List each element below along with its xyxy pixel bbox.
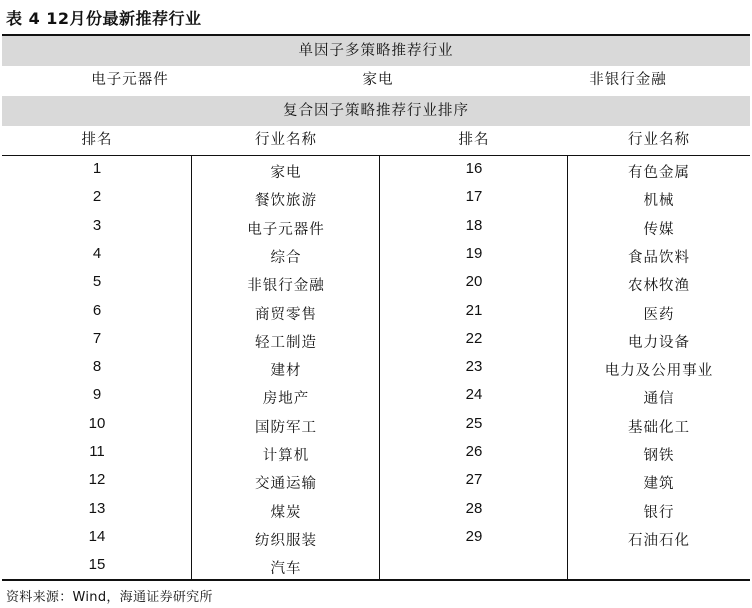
rank-cell: 2: [92, 188, 102, 206]
single-factor-industry: 非银行金融: [589, 72, 667, 88]
rank-cell: 5: [92, 273, 102, 291]
rank-cell: 8: [92, 358, 102, 376]
rank-cell: 13: [88, 499, 106, 517]
rank-cell: 22: [465, 329, 483, 347]
industry-name-cell: 医药: [643, 306, 675, 323]
industry-name-cell: 钢铁: [643, 448, 675, 464]
industry-name-cell: 计算机: [262, 448, 310, 464]
rank-cell: 26: [465, 443, 483, 460]
rank-cell: 21: [465, 301, 483, 319]
industry-name-cell: 轻工制造: [255, 334, 317, 351]
industry-name-cell: 建材: [270, 363, 302, 380]
single-factor-header: 单因子多策略推荐行业: [2, 36, 750, 66]
header-rule: [2, 155, 750, 156]
industry-name-cell: 汽车: [270, 561, 302, 578]
industry-name-cell: 非银行金融: [247, 278, 325, 295]
industry-name-cell: 电力及公用事业: [604, 363, 714, 380]
single-factor-industry: 家电: [362, 72, 394, 88]
rank-cell: 7: [92, 329, 102, 347]
industry-name-cell: 交通运输: [255, 476, 317, 493]
rank-cell: 11: [89, 443, 105, 460]
industry-name-cell: 农林牧渔: [628, 278, 690, 295]
industry-name-cell: 国防军工: [255, 419, 317, 436]
industry-name-cell: 通信: [643, 391, 675, 408]
industry-name-cell: 综合: [270, 249, 302, 266]
rank-cell: 12: [88, 471, 106, 489]
industry-name-cell: 电子元器件: [247, 221, 325, 238]
composite-header: 复合因子策略推荐行业排序: [2, 96, 750, 126]
column-header-industry: 行业名称: [628, 132, 690, 148]
industry-name-cell: 银行: [643, 504, 675, 521]
single-factor-industry: 电子元器件: [91, 72, 169, 88]
rank-cell: 19: [465, 244, 483, 262]
industry-name-cell: 煤炭: [270, 504, 302, 521]
rank-cell: 27: [465, 471, 483, 489]
industry-name-cell: 建筑: [643, 476, 675, 493]
industry-name-cell: 有色金属: [628, 165, 690, 181]
rank-cell: 24: [465, 386, 483, 404]
column-header-rank: 排名: [458, 132, 490, 148]
source-note: 资料来源：Wind，海通证券研究所: [6, 590, 213, 605]
rank-cell: 17: [465, 188, 483, 206]
rank-cell: 29: [465, 527, 483, 545]
industry-name-cell: 机械: [643, 193, 675, 210]
rank-cell: 28: [465, 499, 483, 517]
rank-cell: 1: [92, 160, 102, 177]
rank-cell: 25: [465, 414, 483, 432]
industry-name-cell: 石油石化: [628, 532, 690, 549]
industry-name-cell: 商贸零售: [255, 306, 317, 323]
industry-name-cell: 食品饮料: [628, 249, 690, 266]
rank-cell: 6: [92, 301, 102, 319]
rank-cell: 14: [88, 527, 106, 545]
rank-cell: 23: [465, 358, 483, 376]
industry-name-cell: 纺织服装: [255, 532, 317, 549]
industry-name-cell: 基础化工: [628, 419, 690, 436]
rank-cell: 9: [92, 386, 102, 404]
industry-name-cell: 房地产: [262, 391, 310, 408]
bottom-rule: [2, 579, 750, 581]
rank-cell: 16: [465, 160, 483, 177]
column-header-industry: 行业名称: [255, 132, 317, 148]
industry-name-cell: 餐饮旅游: [255, 193, 317, 210]
rank-cell: 4: [92, 244, 102, 262]
rank-cell: 10: [88, 414, 106, 432]
table-title: 表 4 12月份最新推荐行业: [6, 9, 202, 28]
rank-cell: 15: [88, 556, 106, 574]
rank-cell: 18: [465, 216, 483, 234]
rank-cell: 20: [465, 273, 483, 291]
industry-name-cell: 电力设备: [628, 334, 690, 351]
industry-name-cell: 传媒: [643, 221, 675, 238]
column-header-rank: 排名: [81, 132, 113, 148]
rank-cell: 3: [92, 216, 102, 234]
industry-name-cell: 家电: [270, 165, 302, 181]
